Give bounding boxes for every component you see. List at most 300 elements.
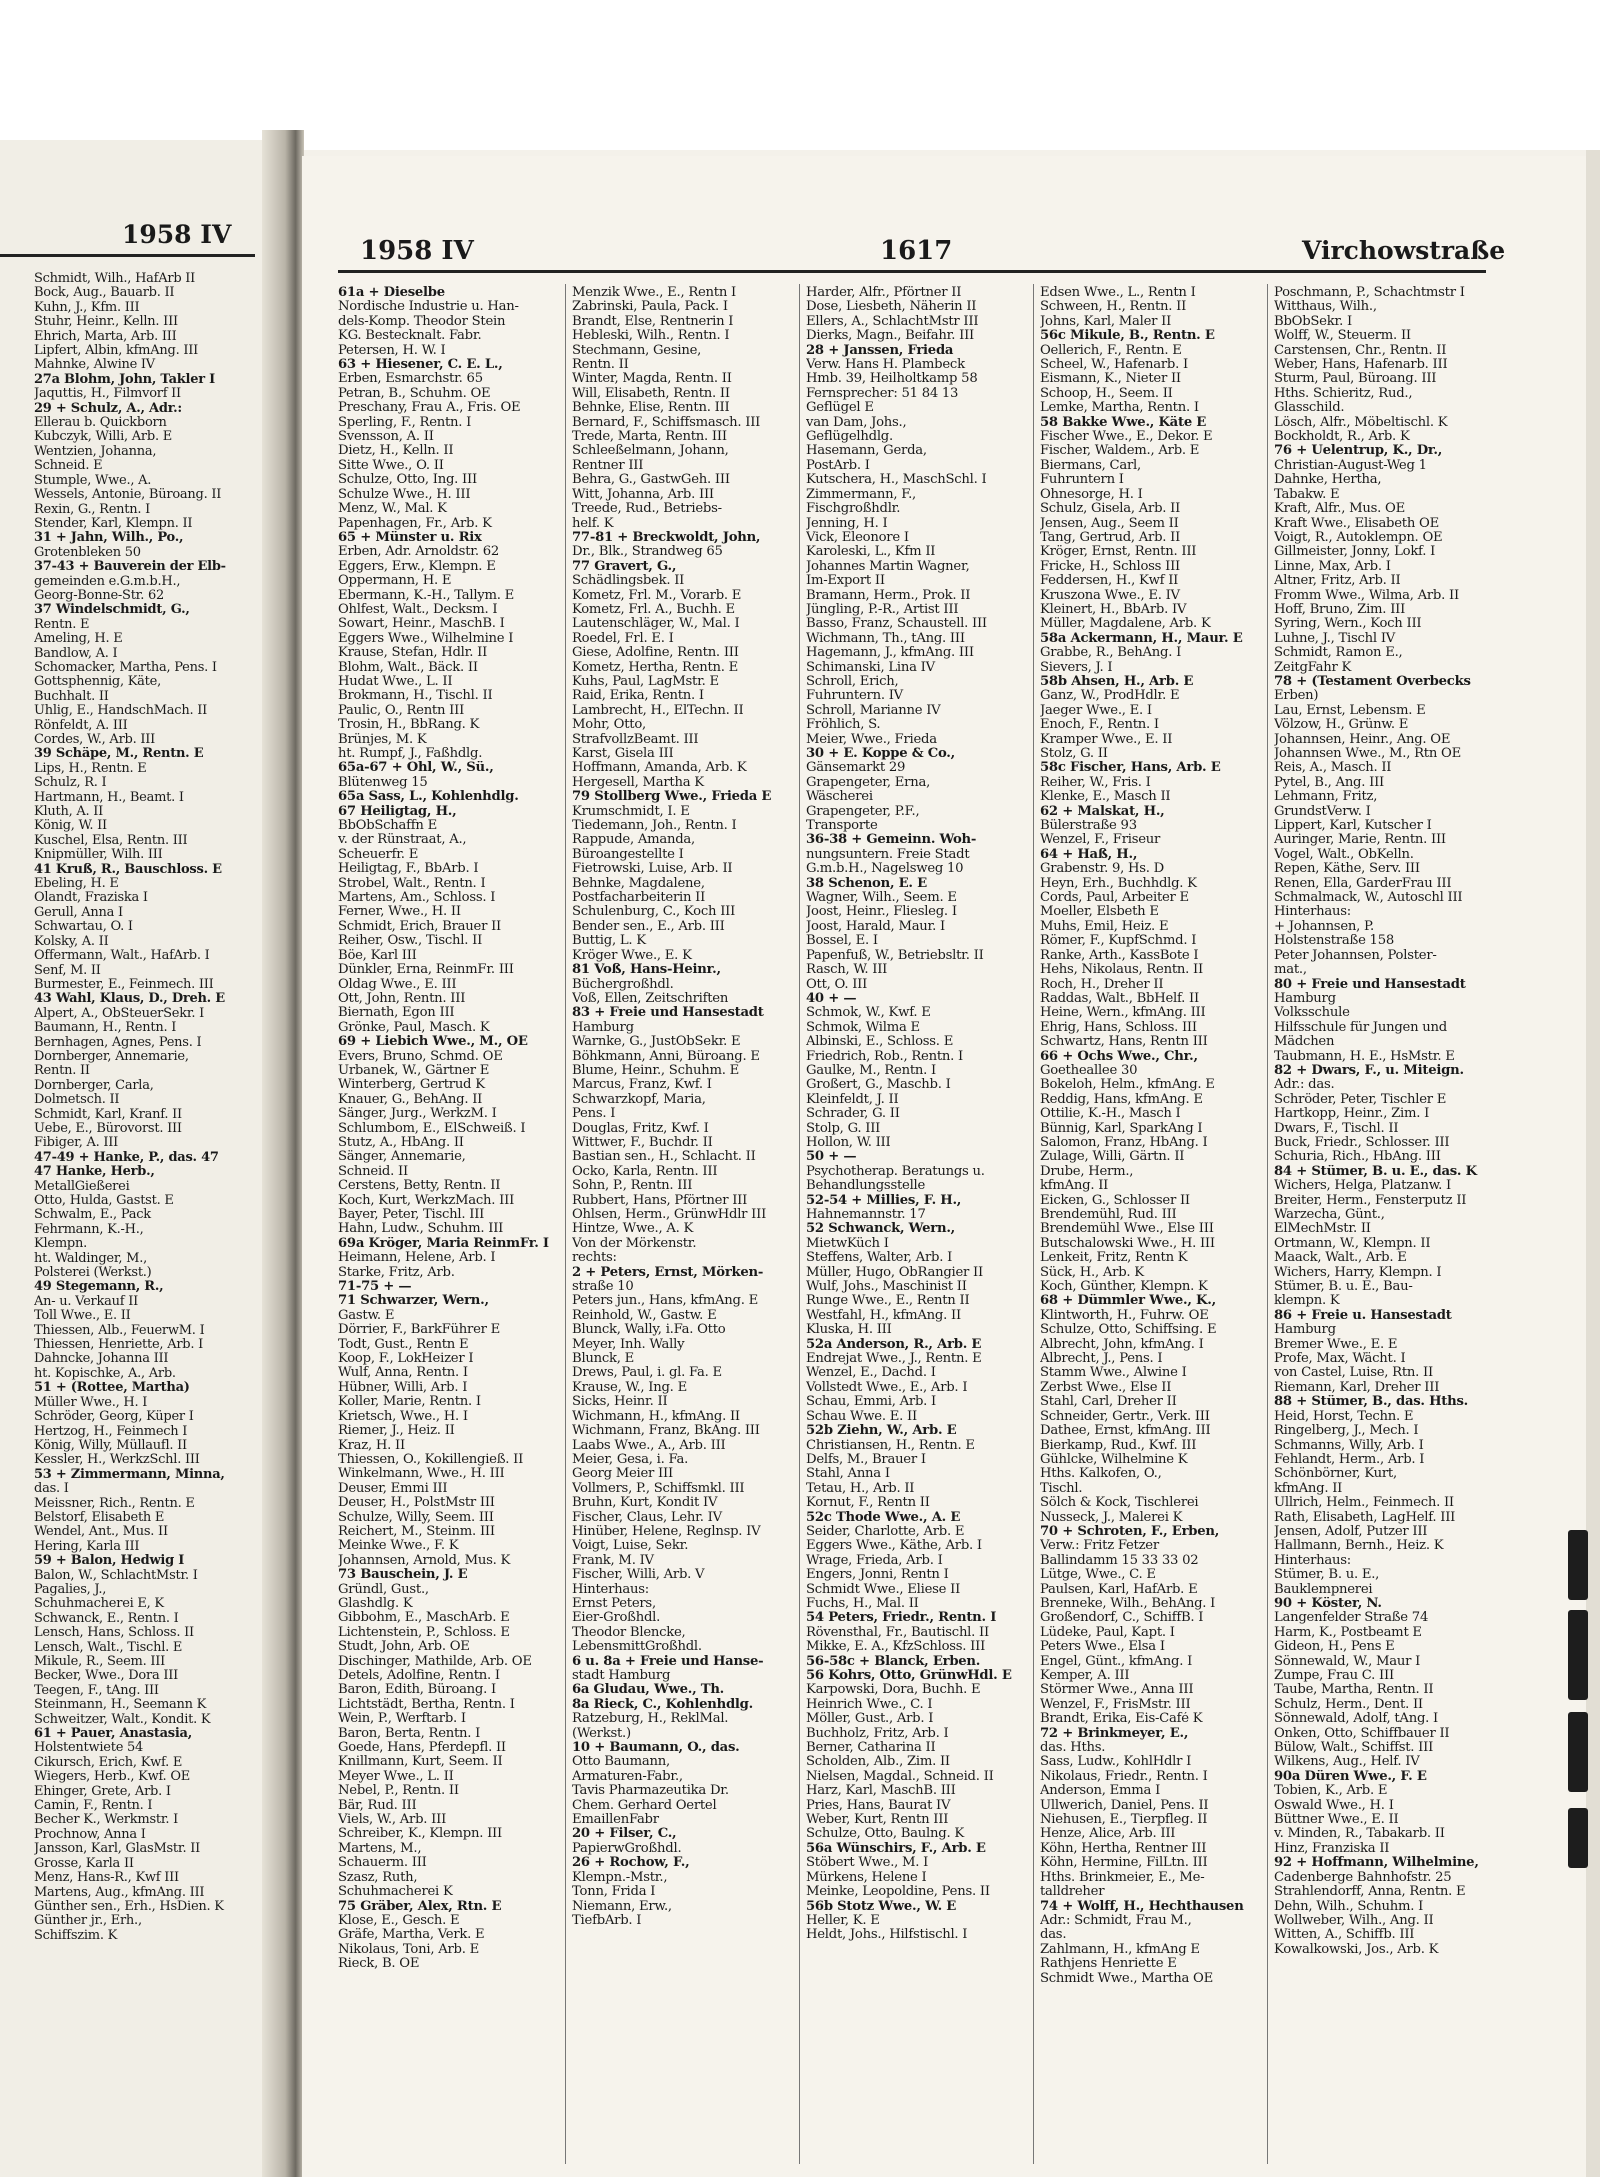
directory-entry: Eismann, K., Nieter II xyxy=(1040,372,1181,387)
directory-column-1 xyxy=(338,286,562,2171)
directory-entry: Zabrinski, Paula, Pack. I xyxy=(572,300,728,315)
directory-entry: Meinke Wwe., F. K xyxy=(338,1539,459,1554)
directory-entry: Fietrowski, Luise, Arb. II xyxy=(572,862,733,877)
directory-entry: Bremer Wwe., E. E xyxy=(1274,1337,1398,1352)
directory-entry: Bierkamp, Rud., Kwf. III xyxy=(1040,1438,1197,1453)
directory-entry: Rappude, Amanda, xyxy=(572,833,695,848)
directory-entry: EmaillenFabr xyxy=(572,1813,659,1828)
directory-entry: Erben) xyxy=(1274,689,1319,704)
directory-entry: Bernhagen, Agnes, Pens. I xyxy=(34,1035,202,1050)
directory-entry: Muhs, Emil, Heiz. E xyxy=(1040,919,1169,934)
directory-entry: Hintze, Wwe., A. K xyxy=(572,1222,694,1237)
directory-entry: Vollmers, P., Schiffsmkl. III xyxy=(572,1481,745,1496)
directory-entry: 62 + Malskat, H., xyxy=(1040,804,1165,819)
directory-entry: Brünjes, M. K xyxy=(338,732,427,747)
directory-entry: Thiessen, Alb., FeuerwM. I xyxy=(34,1323,205,1338)
directory-entry: Fehrmann, K.-H., xyxy=(34,1222,144,1237)
directory-entry: Auringer, Marie, Rentn. III xyxy=(1274,833,1446,848)
directory-entry: Buck, Friedr., Schlosser. III xyxy=(1274,1135,1450,1150)
directory-entry: 26 + Rochow, F., xyxy=(572,1856,690,1871)
directory-entry: Lichtenstein, P., Schloss. E xyxy=(338,1625,510,1640)
directory-entry: Laabs Wwe., A., Arb. III xyxy=(572,1438,726,1453)
directory-entry: Schwartz, Hans, Rentn III xyxy=(1040,1035,1208,1050)
directory-entry: Anderson, Emma I xyxy=(1040,1784,1161,1799)
directory-entry: LebensmittGroßhdl. xyxy=(572,1640,702,1655)
directory-entry: Bender sen., E., Arb. III xyxy=(572,919,725,934)
directory-entry: Rövensthal, Fr., Bautischl. II xyxy=(806,1625,989,1640)
directory-entry: Hilfsschule für Jungen und xyxy=(1274,1020,1447,1035)
directory-entry: Repen, Käthe, Serv. III xyxy=(1274,862,1420,877)
directory-entry: Todt, Gust., Rentn E xyxy=(338,1337,469,1352)
directory-entry: 64 + Haß, H., xyxy=(1040,847,1138,862)
directory-entry: Preschany, Frau A., Fris. OE xyxy=(338,401,521,416)
directory-entry: Voigt, Luise, Sekr. xyxy=(572,1539,689,1554)
directory-entry: Lüdeke, Paul, Kapt. I xyxy=(1040,1625,1175,1640)
directory-entry: Lensch, Hans, Schloss. II xyxy=(34,1626,194,1641)
directory-entry: Schmalmack, W., Autoschl III xyxy=(1274,891,1463,906)
directory-entry: Dünkler, Erna, ReinmFr. III xyxy=(338,963,514,978)
directory-entry: Buchhalt. II xyxy=(34,689,109,704)
directory-entry: Klempn. xyxy=(34,1237,87,1252)
directory-entry: Pens. I xyxy=(572,1107,616,1122)
directory-entry: Bülerstraße 93 xyxy=(1040,819,1137,834)
directory-entry: Kuhn, J., Kfm. III xyxy=(34,300,140,315)
directory-entry: Eggers, Erw., Klempn. E xyxy=(338,559,496,574)
directory-entry: Hamburg xyxy=(1274,991,1336,1006)
directory-entry: Henze, Alice, Arb. III xyxy=(1040,1827,1176,1842)
directory-entry: Schwalm, E., Pack xyxy=(34,1208,151,1223)
directory-entry: GrundstVerw. I xyxy=(1274,804,1371,819)
directory-entry: Uhlig, E., HandschMach. II xyxy=(34,704,207,719)
directory-entry: Ameling, H. E xyxy=(34,632,123,647)
directory-entry: Rathjens Henriette E xyxy=(1040,1957,1177,1972)
directory-entry: Steffens, Walter, Arb. I xyxy=(806,1251,953,1266)
directory-entry: Kolsky, A. II xyxy=(34,934,109,949)
directory-entry: Schädlingsbek. II xyxy=(572,574,685,589)
directory-entry: Lehmann, Fritz, xyxy=(1274,790,1378,805)
directory-entry: nungsuntern. Freie Stadt xyxy=(806,847,970,862)
directory-entry: Mikke, E. A., KfzSchloss. III xyxy=(806,1640,986,1655)
directory-entry: Biermans, Carl, xyxy=(1040,458,1141,473)
directory-entry: Großendorf, C., SchiffB. I xyxy=(1040,1611,1204,1626)
directory-entry: 58b Ahsen, H., Arb. E xyxy=(1040,674,1194,689)
directory-entry: StrafvollzBeamt. III xyxy=(572,732,699,747)
directory-entry: Kessler, H., WerkzSchl. III xyxy=(34,1453,200,1468)
directory-entry: Ottilie, K.-H., Masch I xyxy=(1040,1107,1181,1122)
directory-entry: Bayer, Peter, Tischl. III xyxy=(338,1208,485,1222)
directory-entry: Westfahl, H., kfmAng. II xyxy=(806,1308,961,1323)
directory-entry: Toll Wwe., E. II xyxy=(34,1309,131,1324)
directory-entry: Sänger, Annemarie, xyxy=(338,1150,466,1165)
directory-entry: Bockholdt, R., Arb. K xyxy=(1274,430,1410,445)
directory-entry: 41 Kruß, R., Bauschloss. E xyxy=(34,862,222,877)
directory-entry: Roedel, Frl. E. I xyxy=(572,631,674,646)
directory-entry: Breiter, Herm., Fensterputz II xyxy=(1274,1193,1467,1208)
directory-entry: Sohn, P., Rentn. III xyxy=(572,1179,693,1194)
directory-entry: Dietz, H., Kelln. II xyxy=(338,444,454,459)
directory-entry: gemeinden e.G.m.b.H., xyxy=(34,574,181,589)
directory-entry: 52a Anderson, R., Arb. E xyxy=(806,1337,982,1352)
directory-entry: Scheuerfr. E xyxy=(338,847,419,862)
directory-entry: Koop, F., LokHeizer I xyxy=(338,1352,474,1367)
directory-entry: Behnke, Elise, Rentn. III xyxy=(572,401,730,416)
directory-entry: Tonn, Frida I xyxy=(572,1885,656,1900)
directory-entry: 77-81 + Breckwoldt, John, xyxy=(572,530,761,545)
directory-entry: Drube, Herm., xyxy=(1040,1164,1134,1179)
directory-entry: Roch, H., Dreher II xyxy=(1040,977,1164,992)
directory-entry: Georg Meier III xyxy=(572,1467,673,1482)
directory-entry: Goede, Hans, Pferdepfl. II xyxy=(338,1741,506,1756)
directory-entry: Warnke, G., JustObSekr. E xyxy=(572,1035,741,1050)
directory-entry: Ohlsen, Herm., GrünwHdlr III xyxy=(572,1208,767,1222)
directory-entry: Menz, Hans-R., Kwf III xyxy=(34,1871,179,1886)
directory-entry: Knauer, G., BehAng. II xyxy=(338,1092,483,1107)
directory-entry: Fuchs, H., Mal. II xyxy=(806,1596,919,1611)
directory-entry: 39 Schäpe, M., Rentn. E xyxy=(34,747,204,762)
directory-entry: Krumschmidt, I. E xyxy=(572,804,690,819)
directory-entry: Kutschera, H., MaschSchl. I xyxy=(806,473,987,488)
directory-entry: 56-58c + Blanck, Erben. xyxy=(806,1654,981,1669)
directory-entry: Schulz, Gisela, Arb. II xyxy=(1040,502,1181,517)
directory-entry: Kleinfeldt, J. II xyxy=(806,1092,899,1107)
directory-entry: Kraz, H. II xyxy=(338,1438,405,1453)
directory-entry: Wichmann, Th., tAng. III xyxy=(806,631,965,646)
directory-entry: Engel, Günt., kfmAng. I xyxy=(1040,1654,1193,1669)
directory-entry: Ehrich, Marta, Arb. III xyxy=(34,329,177,344)
directory-entry: MetallGießerei xyxy=(34,1179,130,1194)
directory-entry: Steinmann, H., Seemann K xyxy=(34,1698,207,1713)
directory-entry: Kuhs, Paul, LagMstr. E xyxy=(572,674,719,689)
directory-entry: 81 Voß, Hans-Heinr., xyxy=(572,963,721,978)
directory-entry: Hahnemannstr. 17 xyxy=(806,1208,926,1222)
directory-entry: Schmidt Wwe., Martha OE xyxy=(1040,1971,1213,1986)
directory-entry: Witten, A., Schiffb. III xyxy=(1274,1928,1415,1943)
directory-entry: Stahl, Anna I xyxy=(806,1467,890,1482)
directory-entry: Großert, G., Maschb. I xyxy=(806,1078,951,1093)
directory-entry: Christiansen, H., Rentn. E xyxy=(806,1438,975,1453)
directory-entry: Petersen, H. W. I xyxy=(338,343,446,358)
directory-entry: Tabakw. E xyxy=(1274,487,1340,502)
directory-entry: Kraft Wwe., Elisabeth OE xyxy=(1274,516,1439,531)
directory-entry: Bauklempnerei xyxy=(1274,1582,1373,1597)
directory-entry: Wolff, W., Steuerm. II xyxy=(1274,329,1411,344)
directory-entry: Ballindamm 15 33 33 02 xyxy=(1040,1553,1199,1568)
directory-entry: Petran, B., Schuhm. OE xyxy=(338,386,491,401)
book-gutter xyxy=(262,130,304,2177)
directory-entry: Schleeßelmann, Johann, xyxy=(572,444,729,459)
directory-entry: Heinrich Wwe., C. I xyxy=(806,1697,933,1712)
directory-entry: BbObSekr. I xyxy=(1274,314,1352,329)
directory-entry: Ott, John, Rentn. III xyxy=(338,991,466,1006)
directory-entry: Verw. Hans H. Plambeck xyxy=(806,358,965,373)
directory-entry: Hudat Wwe., L. II xyxy=(338,674,453,689)
directory-entry: Harm, K., Postbeamt E xyxy=(1274,1625,1422,1640)
directory-entry: Heid, Horst, Techn. E xyxy=(1274,1409,1414,1424)
directory-entry: Stender, Karl, Klempn. II xyxy=(34,516,193,531)
directory-entry: Hmb. 39, Heilholtkamp 58 xyxy=(806,372,978,387)
directory-entry: Im-Export II xyxy=(806,574,885,589)
directory-entry: König, Willy, Müllaufl. II xyxy=(34,1438,187,1453)
directory-entry: das. I xyxy=(34,1482,69,1497)
directory-entry: Stümer, B. u. E., Bau- xyxy=(1274,1280,1413,1295)
directory-entry: Evers, Bruno, Schmd. OE xyxy=(338,1049,503,1064)
directory-entry: Eier-Großhdl. xyxy=(572,1611,661,1626)
directory-entry: 82 + Dwars, F., u. Miteign. xyxy=(1274,1063,1464,1078)
directory-entry: Engers, Jonni, Rentn I xyxy=(806,1568,949,1583)
directory-entry: Mohr, Otto, xyxy=(572,718,646,733)
directory-entry: Stolp, G. III xyxy=(806,1121,881,1136)
directory-entry: Fernsprecher: 51 84 13 xyxy=(806,386,959,401)
directory-entry: Trede, Marta, Rentn. III xyxy=(572,430,727,445)
directory-entry: Jaeger Wwe., E. I xyxy=(1040,703,1152,718)
directory-entry: Schrader, G. II xyxy=(806,1107,900,1122)
directory-entry: 8a Rieck, C., Kohlenhdlg. xyxy=(572,1697,753,1712)
directory-entry: Delfs, M., Brauer I xyxy=(806,1452,926,1467)
directory-entry: Lemke, Martha, Rentn. I xyxy=(1040,401,1199,416)
directory-entry: Rönfeldt, A. III xyxy=(34,718,128,733)
directory-entry: Fischer Wwe., E., Dekor. E xyxy=(1040,430,1213,445)
directory-entry: Lipfert, Albin, kfmAng. III xyxy=(34,344,199,359)
directory-entry: Wollweber, Wilh., Ang. II xyxy=(1274,1913,1434,1928)
directory-entry: Bär, Rud. III xyxy=(338,1798,417,1813)
directory-entry: Wenzel, E., Dachd. I xyxy=(806,1366,936,1381)
directory-entry: Jaquttis, H., Filmvorf II xyxy=(34,387,181,402)
directory-entry: Lenkeit, Fritz, Rentn K xyxy=(1040,1251,1188,1266)
directory-entry: Bokeloh, Helm., kfmAng. E xyxy=(1040,1078,1215,1093)
directory-entry: Stahl, Carl, Dreher II xyxy=(1040,1395,1177,1410)
directory-entry: Fischer, Claus, Lehr. IV xyxy=(572,1510,722,1525)
directory-entry: Studt, John, Arb. OE xyxy=(338,1640,470,1655)
directory-entry: Hoff, Bruno, Zim. III xyxy=(1274,602,1406,617)
directory-entry: Schau, Emmi, Arb. I xyxy=(806,1395,937,1410)
directory-entry: Karpowski, Dora, Buchh. E xyxy=(806,1683,981,1698)
directory-entry: Frank, M. IV xyxy=(572,1553,654,1568)
page-number: 1617 xyxy=(880,236,953,266)
directory-entry: 76 + Uelentrup, K., Dr., xyxy=(1274,444,1443,459)
directory-entry: Rieck, B. OE xyxy=(338,1957,420,1972)
directory-entry: Cordes, W., Arb. III xyxy=(34,733,156,747)
directory-entry: Hollon, W. III xyxy=(806,1135,891,1150)
directory-entry: Strahlendorff, Anna, Rentn. E xyxy=(1274,1885,1466,1900)
directory-entry: Luhne, J., Tischl IV xyxy=(1274,631,1396,646)
directory-entry: Zahlmann, H., kfmAng E xyxy=(1040,1942,1200,1957)
directory-entry: Warzecha, Günt., xyxy=(1274,1208,1385,1222)
directory-entry: Alpert, A., ObSteuerSekr. I xyxy=(34,1006,205,1021)
directory-entry: 75 Gräber, Alex, Rtn. E xyxy=(338,1899,502,1914)
directory-entry: Johannes Martin Wagner, xyxy=(806,559,970,574)
directory-entry: Brandt, Erika, Eis-Café K xyxy=(1040,1712,1203,1727)
directory-entry: Büttner Wwe., E. II xyxy=(1274,1813,1399,1828)
directory-entry: Wittwer, F., Buchdr. II xyxy=(572,1135,713,1150)
directory-entry: 78 + (Testament Overbecks xyxy=(1274,674,1471,689)
directory-entry: Taubmann, H. E., HsMstr. E xyxy=(1274,1049,1455,1064)
directory-entry: Wulf, Anna, Rentn. I xyxy=(338,1366,468,1381)
directory-entry: Brenneke, Wilh., BehAng. I xyxy=(1040,1596,1216,1611)
directory-entry: Sicks, Heinr. II xyxy=(572,1395,668,1410)
directory-entry: Erben, Adr. Arnoldstr. 62 xyxy=(338,545,500,560)
directory-entry: Müller, Hugo, ObRangier II xyxy=(806,1265,983,1280)
directory-entry: Günther sen., Erh., HsDien. K xyxy=(34,1899,224,1914)
directory-entry: 74 + Wolff, H., Hechthausen xyxy=(1040,1899,1244,1914)
directory-entry: Knipmüller, Wilh. III xyxy=(34,848,163,863)
directory-entry: Mikule, R., Seem. III xyxy=(34,1655,166,1669)
directory-entry: Dahnke, Hertha, xyxy=(1274,473,1382,488)
directory-entry: Weber, Hans, Hafenarb. III xyxy=(1274,358,1448,373)
directory-entry: Schulze Wwe., H. III xyxy=(338,487,471,502)
directory-entry: Ehinger, Grete, Arb. I xyxy=(34,1784,171,1799)
directory-entry: rechts: xyxy=(572,1251,617,1266)
directory-entry: Köhn, Hermine, FilLtn. III xyxy=(1040,1856,1208,1871)
directory-entry: Witt, Johanna, Arb. III xyxy=(572,487,714,502)
directory-entry: Raddas, Walt., BbHelf. II xyxy=(1040,991,1199,1006)
directory-entry: Wiegers, Herb., Kwf. OE xyxy=(34,1770,190,1785)
directory-entry: Becker, Wwe., Dora III xyxy=(34,1669,178,1684)
directory-entry: Weber, Kurt, Rentn III xyxy=(806,1813,949,1828)
directory-entry: Holstentwiete 54 xyxy=(34,1741,144,1756)
directory-entry: Wessels, Antonie, Büroang. II xyxy=(34,488,222,503)
directory-entry: Goetheallee 30 xyxy=(1040,1063,1138,1078)
directory-entry: Kemper, A. III xyxy=(1040,1669,1130,1683)
directory-entry: Schroll, Marianne IV xyxy=(806,703,941,718)
directory-entry: 58a Ackermann, H., Maur. E xyxy=(1040,631,1243,646)
directory-entry: Wichers, Helga, Platzanw. I xyxy=(1274,1179,1452,1194)
directory-entry: Blohm, Walt., Bäck. II xyxy=(338,660,478,675)
directory-entry: Schuhmacherei K xyxy=(338,1885,453,1900)
directory-entry: Runge Wwe., E., Rentn II xyxy=(806,1294,970,1309)
directory-entry: Johns, Karl, Maler II xyxy=(1040,314,1172,329)
directory-entry: 58 Bakke Wwe., Käte E xyxy=(1040,415,1207,430)
directory-entry: Holstenstraße 158 xyxy=(1274,934,1394,949)
directory-entry: 79 Stollberg Wwe., Frieda E xyxy=(572,790,772,805)
directory-entry: Büroangestellte I xyxy=(572,847,684,862)
directory-entry: Krietsch, Wwe., H. I xyxy=(338,1409,468,1424)
directory-entry: Fischgroßhdlr. xyxy=(806,502,901,517)
directory-entry: Hartkopp, Heinr., Zim. I xyxy=(1274,1107,1430,1122)
directory-entry: Tavis Pharmazeutika Dr. xyxy=(572,1784,729,1799)
directory-entry: 51 + (Rottee, Martha) xyxy=(34,1381,190,1396)
directory-entry: Klose, E., Gesch. E xyxy=(338,1913,460,1928)
directory-entry: Fröhlich, S. xyxy=(806,718,881,733)
directory-entry: MietwKüch I xyxy=(806,1236,889,1251)
column-divider-4 xyxy=(1267,284,1268,2164)
directory-entry: Schiffszim. K xyxy=(34,1928,118,1943)
directory-entry: Dörrier, F., BarkFührer E xyxy=(338,1323,501,1338)
directory-entry: Schwarzkopf, Maria, xyxy=(572,1092,706,1107)
directory-entry: Lau, Ernst, Lebensm. E xyxy=(1274,703,1426,718)
directory-entry: Riemer, J., Heiz. II xyxy=(338,1424,455,1439)
directory-entry: Stumple, Wwe., A. xyxy=(34,473,152,488)
directory-entry: Eicken, G., Schlosser II xyxy=(1040,1193,1190,1208)
directory-entry: Zerbst Wwe., Else II xyxy=(1040,1380,1172,1395)
directory-entry: Oldag Wwe., E. III xyxy=(338,977,457,992)
directory-entry: Postfacharbeiterin II xyxy=(572,891,706,906)
directory-entry: 31 + Jahn, Wilh., Po., xyxy=(34,531,184,546)
directory-entry: Hartmann, H., Beamt. I xyxy=(34,790,184,805)
directory-entry: Jüngling, P.-R., Artist III xyxy=(806,602,959,617)
directory-entry: Karoleski, L., Kfm II xyxy=(806,545,936,560)
directory-entry: Lensch, Walt., Tischl. E xyxy=(34,1640,183,1655)
directory-entry: Heiligtag, F., BbArb. I xyxy=(338,862,479,877)
directory-entry: 49 Stegemann, R., xyxy=(34,1280,164,1295)
directory-entry: Dose, Liesbeth, Näherin II xyxy=(806,300,977,315)
directory-entry: Gaulke, M., Rentn. I xyxy=(806,1063,936,1078)
directory-entry: Büchergroßhdl. xyxy=(572,977,674,992)
directory-entry: 52b Ziehn, W., Arb. E xyxy=(806,1424,957,1439)
directory-entry: Martens, Aug., kfmAng. III xyxy=(34,1885,205,1900)
directory-entry: Klempn.-Mstr., xyxy=(572,1870,668,1885)
directory-entry: Witthaus, Wilh., xyxy=(1274,300,1377,315)
directory-entry: Schlumbom, E., ElSchweiß. I xyxy=(338,1121,526,1136)
directory-entry: Urbanek, W., Gärtner E xyxy=(338,1063,490,1078)
directory-entry: Seider, Charlotte, Arb. E xyxy=(806,1524,965,1539)
directory-entry: KG. Bestecknalt. Fabr. xyxy=(338,329,482,344)
directory-entry: Joost, Heinr., Fliesleg. I xyxy=(806,905,957,920)
directory-entry: Kröger, Ernst, Rentn. III xyxy=(1040,545,1197,560)
directory-entry: klempn. K xyxy=(1274,1294,1340,1309)
directory-entry: Deuser, H., PolstMstr III xyxy=(338,1496,495,1511)
directory-entry: Mahnke, Alwine IV xyxy=(34,358,155,373)
directory-entry: Kometz, Frl. M., Vorarb. E xyxy=(572,588,742,603)
directory-entry: 84 + Stümer, B. u. E., das. K xyxy=(1274,1164,1477,1179)
directory-entry: Lautenschläger, W., Mal. I xyxy=(572,617,740,632)
directory-entry: Stutz, A., HbAng. II xyxy=(338,1135,464,1150)
directory-entry: Pries, Hans, Baurat IV xyxy=(806,1798,951,1813)
column-divider-1 xyxy=(565,284,566,2164)
directory-entry: Rentn. II xyxy=(572,358,629,373)
directory-entry: Sass, Ludw., KohlHdlr I xyxy=(1040,1755,1192,1770)
directory-entry: Nusseck, J., Malerei K xyxy=(1040,1510,1183,1525)
directory-entry: Winter, Magda, Rentn. II xyxy=(572,372,732,387)
directory-entry: Kröger Wwe., E. K xyxy=(572,948,692,963)
directory-entry: Meyer, Inh. Wally xyxy=(572,1337,685,1352)
top-margin xyxy=(0,0,1600,150)
directory-entry: Ringelberg, J., Mech. I xyxy=(1274,1424,1419,1439)
directory-entry: Christian-August-Weg 1 xyxy=(1274,458,1427,473)
directory-entry: Hoffmann, Amanda, Arb. K xyxy=(572,761,747,776)
directory-entry: Reiher, W., Fris. I xyxy=(1040,775,1151,790)
directory-entry: Buttig, L. K xyxy=(572,934,646,949)
directory-entry: Wendel, Ant., Mus. II xyxy=(34,1525,168,1540)
directory-entry: Oppermann, H. E xyxy=(338,574,452,589)
directory-entry: Dornberger, Annemarie, xyxy=(34,1049,189,1064)
directory-entry: Sitte Wwe., O. II xyxy=(338,458,444,473)
directory-entry: Mürkens, Helene I xyxy=(806,1870,927,1885)
directory-entry: 37-43 + Bauverein der Elb- xyxy=(34,560,226,575)
directory-entry: 53 + Zimmermann, Minna, xyxy=(34,1467,225,1482)
directory-entry: Kubczyk, Willi, Arb. E xyxy=(34,430,172,445)
directory-entry: Reichert, M., Steinm. III xyxy=(338,1524,495,1539)
directory-entry: Raid, Erika, Rentn. I xyxy=(572,689,704,704)
directory-entry: Nikolaus, Toni, Arb. E xyxy=(338,1942,479,1957)
directory-entry: Johannsen, Heinr., Ang. OE xyxy=(1274,732,1451,747)
directory-entry: Wentzien, Johanna, xyxy=(34,444,157,459)
directory-entry: Ranke, Arth., KassBote I xyxy=(1040,948,1199,963)
directory-entry: Heine, Wern., kfmAng. III xyxy=(1040,1006,1206,1021)
directory-entry: Albinski, E., Schloss. E xyxy=(806,1035,954,1050)
directory-entry: Polsterei (Werkst.) xyxy=(34,1266,152,1281)
directory-entry: Grapengeter, P.F., xyxy=(806,804,920,819)
directory-entry: Von der Mörkenstr. xyxy=(572,1236,697,1251)
directory-entry: Reddig, Hans, kfmAng. E xyxy=(1040,1092,1203,1107)
directory-entry: Wilkens, Aug., Helf. IV xyxy=(1274,1755,1420,1770)
directory-entry: Schmanns, Willy, Arb. I xyxy=(1274,1438,1424,1453)
directory-entry: Reinhold, W., Gastw. E xyxy=(572,1308,717,1323)
directory-entry: Koch, Günther, Klempn. K xyxy=(1040,1280,1208,1295)
directory-entry: Viels, W., Arb. III xyxy=(338,1813,447,1828)
directory-entry: 43 Wahl, Klaus, D., Dreh. E xyxy=(34,992,225,1007)
directory-entry: Hinz, Franziska II xyxy=(1274,1841,1390,1856)
directory-entry: Hagemann, J., kfmAng. III xyxy=(806,646,974,661)
